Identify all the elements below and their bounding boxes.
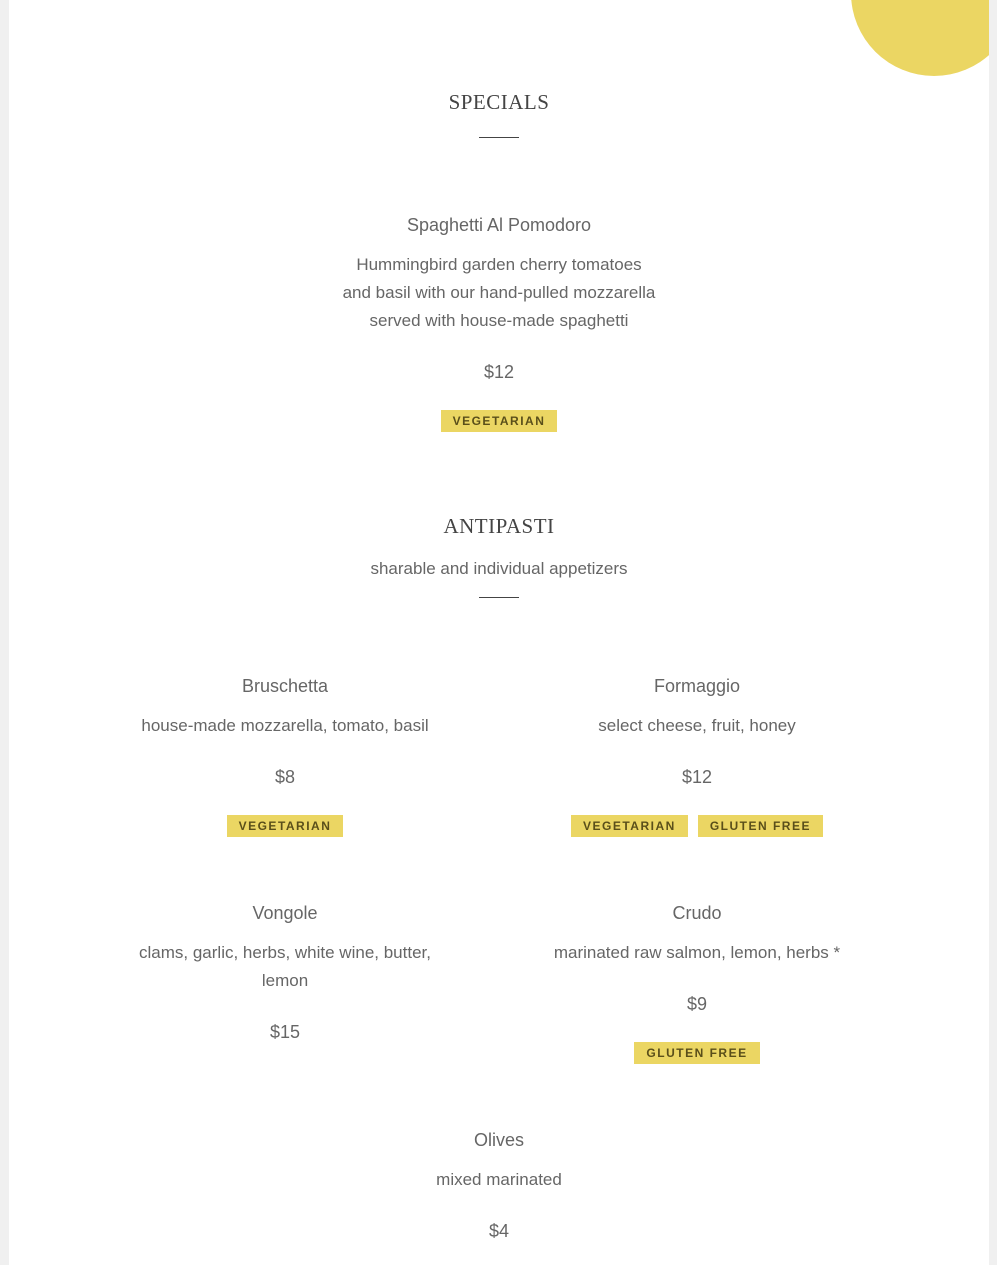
menu-item-crudo (537, 899, 857, 1064)
item-name: Spaghetti Al Pomodoro (406, 215, 592, 235)
antipasti-title: ANTIPASTI (443, 514, 555, 538)
item-price: $12 (681, 767, 713, 787)
menu-item-vongole (135, 899, 435, 1046)
menu-item-olives (349, 1126, 649, 1245)
item-price: $12 (483, 362, 515, 382)
item-name: Bruschetta (241, 676, 329, 696)
item-description (349, 1166, 649, 1194)
item-description-line: Hummingbird garden cherry tomatoes (356, 255, 642, 274)
tag-vegetarian: VEGETARIAN (227, 815, 344, 837)
item-tags (537, 815, 857, 837)
item-description-line: served with house-made spaghetti (369, 311, 629, 330)
antipasti-divider (479, 597, 519, 598)
menu-page (9, 0, 989, 1265)
item-name: Crudo (672, 903, 722, 923)
item-description (135, 712, 435, 740)
item-description-line: clams, garlic, herbs, white wine, butter, (139, 943, 431, 962)
item-description-line: mixed marinated (436, 1170, 562, 1189)
item-tags (299, 410, 699, 432)
tag-gluten-free: GLUTEN FREE (698, 815, 823, 837)
item-name: Vongole (252, 903, 318, 923)
tag-vegetarian: VEGETARIAN (441, 410, 558, 432)
menu-item-formaggio (537, 672, 857, 837)
item-name: Olives (473, 1130, 524, 1150)
item-tags (537, 1042, 857, 1064)
item-price: $4 (488, 1221, 510, 1241)
specials-title: SPECIALS (448, 90, 550, 114)
specials-divider (479, 137, 519, 138)
tag-vegetarian: VEGETARIAN (571, 815, 688, 837)
menu-item-bruschetta (135, 672, 435, 837)
item-price: $9 (686, 994, 708, 1014)
item-description (135, 939, 435, 995)
item-description (299, 251, 699, 335)
item-description-line: and basil with our hand-pulled mozzarella (342, 283, 656, 302)
item-description (537, 712, 857, 740)
item-name: Formaggio (653, 676, 741, 696)
item-tags (135, 815, 435, 837)
item-description-line: house-made mozzarella, tomato, basil (141, 716, 429, 735)
menu-item-spaghetti (299, 211, 699, 432)
item-description-line: marinated raw salmon, lemon, herbs * (553, 943, 841, 962)
item-description (537, 939, 857, 967)
decorative-circle (851, 0, 989, 76)
tag-gluten-free: GLUTEN FREE (634, 1042, 759, 1064)
item-price: $15 (269, 1022, 301, 1042)
item-price: $8 (274, 767, 296, 787)
item-description-line: lemon (261, 971, 309, 990)
antipasti-subtitle: sharable and individual appetizers (370, 559, 628, 578)
item-description-line: select cheese, fruit, honey (598, 716, 796, 735)
